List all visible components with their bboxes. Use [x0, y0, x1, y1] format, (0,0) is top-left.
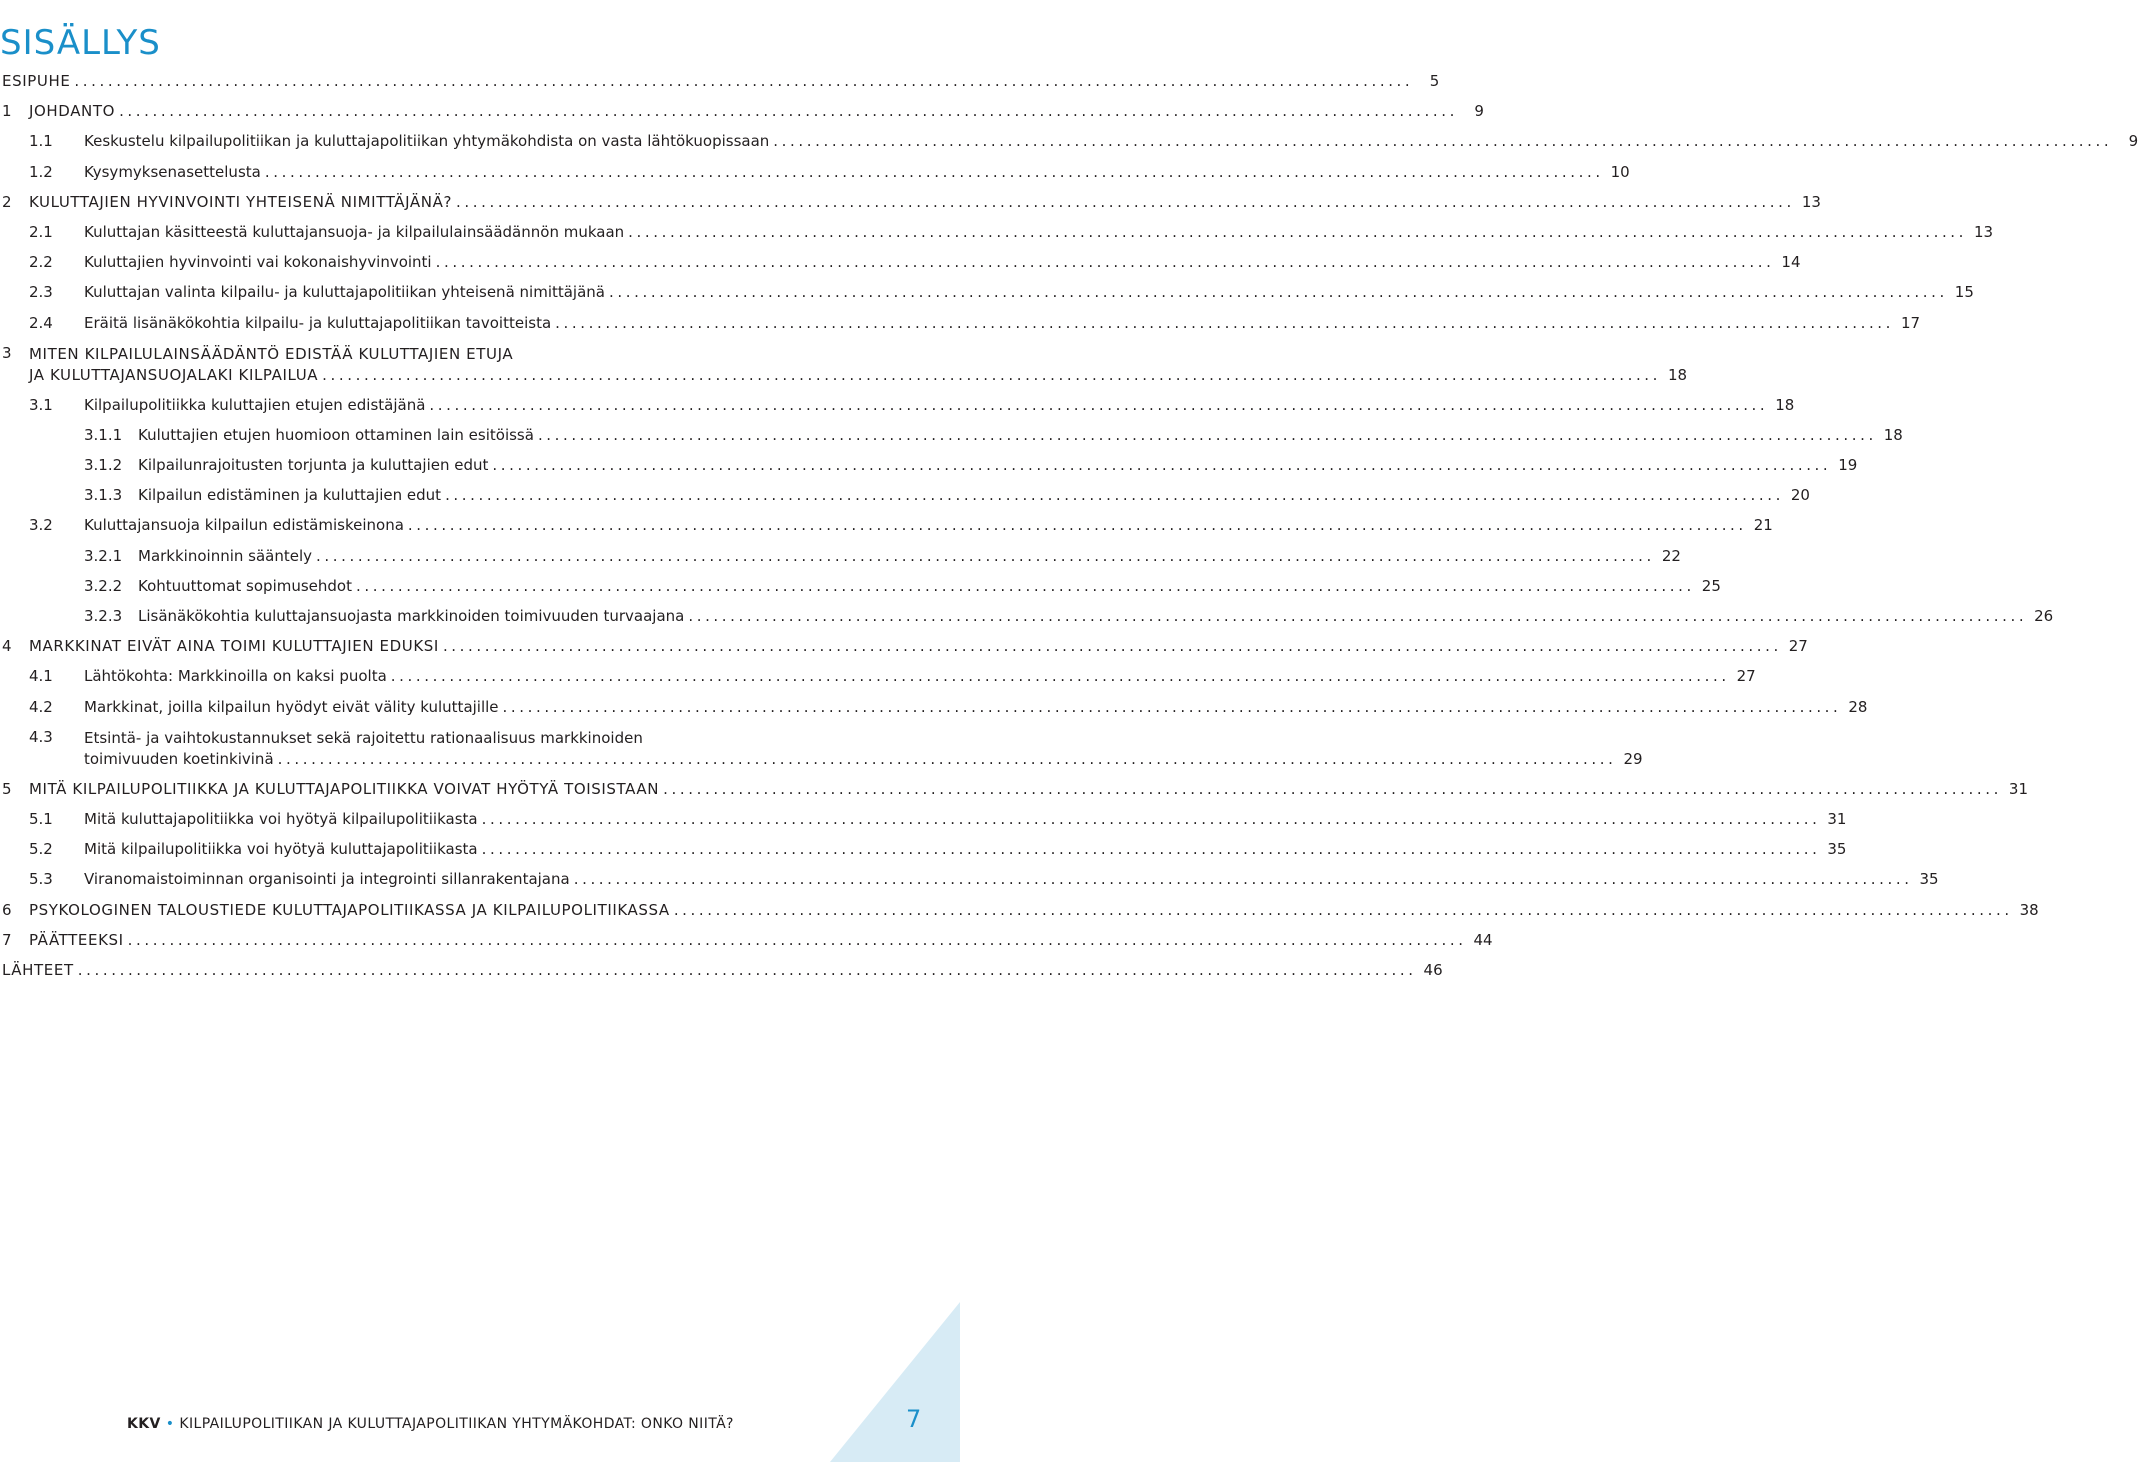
toc-entry-page: 17: [1900, 313, 1921, 332]
toc-entry[interactable]: [0, 480, 1810, 510]
footer-brand: KKV: [127, 1416, 161, 1432]
toc-entry-number: 2: [2, 192, 13, 211]
toc-entry-page: 29: [1623, 749, 1643, 768]
toc-entry-label: JA KULUTTAJANSUOJALAKI KILPAILUA: [29, 365, 319, 384]
toc-entry[interactable]: [0, 774, 2028, 804]
toc-entry[interactable]: [0, 955, 1443, 985]
toc-entry-number: 3.2.2: [84, 576, 123, 595]
dot-leader: ................................................................................................................................................................: [429, 395, 1769, 414]
toc-entry-page: 28: [1848, 697, 1868, 716]
running-footer: [127, 1416, 734, 1432]
toc-entry-label: Eräitä lisänäkökohtia kilpailu- ja kuluttajapolitiikan tavoitteista: [84, 313, 552, 332]
toc-entry-page: 26: [2034, 607, 2054, 625]
toc-entry-number: 2.1: [29, 222, 53, 241]
toc-entry[interactable]: [0, 217, 1994, 247]
toc-entry-page: 46: [1423, 960, 1443, 979]
toc-entry[interactable]: [0, 277, 1974, 307]
toc-entry-label: Viranomaistoiminnan organisointi ja integrointi sillanrakentajana: [84, 870, 570, 889]
toc-entry[interactable]: [0, 450, 1858, 480]
dot-leader: ................................................................................................................................................................: [773, 132, 2113, 151]
toc-entry-page: 15: [1954, 283, 1974, 302]
toc-entry-page: 22: [1661, 546, 1681, 565]
toc-entry-number: 6: [2, 900, 13, 919]
toc-entry-label: Keskustelu kilpailupolitiikan ja kuluttajapolitiikan yhtymäkohdista on vasta lähtökuopissaan: [84, 132, 770, 151]
toc-entry[interactable]: [0, 895, 2039, 925]
toc-entry-page: 13: [1801, 192, 1821, 211]
dot-leader: ................................................................................................................................................................: [442, 637, 1782, 656]
toc-entry-label-line1: MITEN KILPAILULAINSÄÄDÄNTÖ EDISTÄÄ KULUTTAJIEN ETUJA: [29, 344, 514, 363]
toc-entry-page: 35: [1827, 840, 1847, 859]
page-number: 7: [906, 1405, 922, 1433]
dot-leader: ................................................................................................................................................................: [119, 102, 1458, 121]
toc-entry-number: 1.2: [29, 162, 53, 181]
toc-entry-label: Kysymyksenasettelusta: [84, 162, 261, 181]
toc-entry-number: 4: [2, 637, 13, 656]
toc-entry[interactable]: [0, 390, 1795, 420]
toc-entry-number: 2.4: [29, 313, 53, 332]
dot-leader: ................................................................................................................................................................: [688, 607, 2028, 625]
dot-leader: ................................................................................................................................................................: [390, 667, 1730, 686]
toc-entry-page: 44: [1473, 930, 1493, 949]
toc-entry-page: 18: [1775, 395, 1795, 414]
toc-entry-label: Kilpailun edistäminen ja kuluttajien edut: [138, 486, 442, 505]
toc-entry-page: 38: [2019, 900, 2039, 919]
toc-entry[interactable]: [0, 96, 1484, 126]
dot-leader: ................................................................................................................................................................: [492, 456, 1832, 475]
toc-entry-label: PSYKOLOGINEN TALOUSTIEDE KULUTTAJAPOLITIIKASSA JA KILPAILUPOLITIIKASSA: [29, 900, 670, 919]
dot-leader: ................................................................................................................................................................: [316, 546, 1655, 565]
toc-entry-page: 10: [1610, 162, 1630, 181]
dot-leader: ................................................................................................................................................................: [277, 749, 1617, 768]
toc-entry[interactable]: [0, 308, 1921, 338]
toc-entry-label: Kohtuuttomat sopimusehdot: [138, 576, 352, 595]
toc-entry[interactable]: [0, 661, 1756, 691]
toc-entry-number: 3.1: [29, 395, 53, 414]
dot-leader: ................................................................................................................................................................: [663, 779, 2002, 798]
toc-entry-number: 4.2: [29, 697, 53, 716]
dot-leader: ................................................................................................................................................................: [555, 313, 1895, 332]
toc-entry[interactable]: [0, 66, 1440, 96]
toc-entry-label: Kilpailunrajoitusten torjunta ja kuluttajien edut: [138, 456, 489, 475]
toc-entry-page: 35: [1919, 870, 1939, 889]
page-title: SISÄLLYS: [0, 22, 161, 63]
toc-entry[interactable]: [0, 157, 1630, 187]
toc-entry[interactable]: [0, 187, 1821, 217]
toc-entry[interactable]: [0, 510, 1773, 540]
toc-entry-label: Lähtökohta: Markkinoilla on kaksi puolta: [84, 667, 387, 686]
footer-bullet: •: [165, 1416, 175, 1432]
toc-entry[interactable]: [0, 338, 1688, 390]
toc-entry-page: 31: [2008, 779, 2028, 798]
toc-entry-label: MITÄ KILPAILUPOLITIIKKA JA KULUTTAJAPOLITIIKKA VOIVAT HYÖTYÄ TOISISTAAN: [29, 779, 660, 798]
toc-entry[interactable]: [0, 692, 1868, 722]
dot-leader: ................................................................................................................................................................: [573, 870, 1913, 889]
toc-entry-label: Mitä kilpailupolitiikka voi hyötyä kuluttajapolitiikasta: [84, 840, 478, 859]
toc-entry-number: 1.1: [29, 132, 53, 151]
toc-entry-label: Kuluttajien etujen huomioon ottaminen lain esitöissä: [138, 425, 534, 444]
dot-leader: ................................................................................................................................................................: [537, 425, 1877, 444]
toc-entry-page: 27: [1788, 637, 1808, 656]
toc-entry[interactable]: [0, 541, 1681, 571]
toc-entry-label: Lisänäkökohtia kuluttajansuojasta markkinoiden toimivuuden turvaajana: [138, 607, 685, 625]
dot-leader: ................................................................................................................................................................: [609, 283, 1948, 302]
toc-entry[interactable]: [0, 722, 1643, 774]
toc-entry[interactable]: [0, 571, 1721, 601]
toc-entry-number: 5.2: [29, 840, 53, 859]
toc-entry-number: 3.2.1: [84, 546, 123, 565]
toc-entry-page: 25: [1701, 576, 1721, 595]
toc-entry-page: 14: [1781, 253, 1801, 272]
toc-entry-label: Markkinat, joilla kilpailun hyödyt eivät välity kuluttajille: [84, 697, 499, 716]
toc-entry-label-line1: Etsintä- ja vaihtokustannukset sekä rajoitettu rationaalisuus markkinoiden: [84, 728, 643, 747]
toc-entry-label: KULUTTAJIEN HYVINVOINTI YHTEISENÄ NIMITTÄJÄNÄ?: [29, 192, 453, 211]
toc-entry-label: LÄHTEET: [2, 960, 74, 979]
toc-entry-page: 20: [1790, 486, 1810, 505]
table-of-contents: [0, 66, 2138, 985]
dot-leader: ................................................................................................................................................................: [456, 192, 1795, 211]
toc-entry-number: 2.3: [29, 283, 53, 302]
toc-entry-label: toimivuuden koetinkivinä: [84, 749, 274, 768]
toc-entry-number: 3.1.2: [84, 456, 123, 475]
toc-entry-number: 4.1: [29, 667, 53, 686]
dot-leader: ................................................................................................................................................................: [356, 576, 1695, 595]
toc-entry-page: 31: [1827, 809, 1847, 828]
toc-entry[interactable]: [0, 420, 1903, 450]
toc-entry-number: 3.2.3: [84, 607, 123, 625]
toc-entry-number: 3: [2, 343, 13, 362]
toc-entry-page: 5: [1429, 72, 1440, 90]
dot-leader: ................................................................................................................................................................: [502, 697, 1842, 716]
toc-entry-number: 7: [2, 930, 13, 949]
toc-entry-label: PÄÄTTEEKSI: [29, 930, 124, 949]
dot-leader: ................................................................................................................................................................: [127, 930, 1467, 949]
toc-entry-label: Kilpailupolitiikka kuluttajien etujen edistäjänä: [84, 395, 426, 414]
dot-leader: ................................................................................................................................................................: [481, 840, 1821, 859]
toc-entry[interactable]: [0, 834, 1847, 864]
toc-entry-page: 19: [1838, 456, 1858, 475]
toc-entry-number: 4.3: [29, 727, 53, 746]
toc-entry-number: 3.1.3: [84, 486, 123, 505]
toc-entry-label: Kuluttajien hyvinvointi vai kokonaishyvinvointi: [84, 253, 432, 272]
dot-leader: ................................................................................................................................................................: [445, 486, 1784, 505]
toc-entry-page: 9: [2128, 132, 2138, 151]
dot-leader: ................................................................................................................................................................: [673, 900, 2013, 919]
toc-entry-number: 5: [2, 779, 13, 798]
toc-entry-label: JOHDANTO: [29, 102, 116, 121]
dot-leader: ................................................................................................................................................................: [264, 162, 1604, 181]
footer-title: KILPAILUPOLITIIKAN JA KULUTTAJAPOLITIIKAN YHTYMÄKOHDAT: ONKO NIITÄ?: [179, 1416, 734, 1432]
toc-entry-page: 9: [1474, 102, 1484, 121]
toc-entry[interactable]: [0, 126, 2138, 156]
dot-leader: ................................................................................................................................................................: [481, 809, 1821, 828]
toc-entry-number: 2.2: [29, 253, 53, 272]
toc-entry[interactable]: [0, 925, 1493, 955]
toc-entry-number: 5.3: [29, 870, 53, 889]
toc-entry-page: 13: [1973, 222, 1994, 241]
toc-entry-label: MARKKINAT EIVÄT AINA TOIMI KULUTTAJIEN EDUKSI: [29, 637, 439, 656]
toc-entry-label: Kuluttajan käsitteestä kuluttajansuoja- ja kilpailulainsäädännön mukaan: [84, 222, 625, 241]
dot-leader: ................................................................................................................................................................: [77, 960, 1417, 979]
toc-entry-page: 18: [1667, 365, 1688, 384]
toc-entry-number: 1: [2, 102, 13, 121]
toc-entry[interactable]: [0, 601, 2054, 631]
dot-leader: ................................................................................................................................................................: [322, 365, 1662, 384]
toc-entry-page: 21: [1753, 516, 1773, 535]
toc-entry-number: 5.1: [29, 809, 53, 828]
toc-entry-page: 27: [1736, 667, 1756, 686]
toc-entry[interactable]: [0, 631, 1808, 661]
toc-entry-number: 3.1.1: [84, 425, 123, 444]
dot-leader: ................................................................................................................................................................: [435, 253, 1775, 272]
toc-entry-label: Markkinoinnin sääntely: [138, 546, 313, 565]
toc-entry-label: Kuluttajansuoja kilpailun edistämiskeinona: [84, 516, 404, 535]
toc-entry-number: 3.2: [29, 516, 53, 535]
dot-leader: ................................................................................................................................................................: [628, 222, 1968, 241]
toc-entry[interactable]: [0, 864, 1939, 894]
toc-entry-page: 18: [1883, 425, 1903, 444]
toc-entry-label: ESIPUHE: [2, 72, 71, 90]
toc-entry[interactable]: [0, 804, 1847, 834]
toc-entry-label: Kuluttajan valinta kilpailu- ja kuluttajapolitiikan yhteisenä nimittäjänä: [84, 283, 605, 302]
corner-decoration: [830, 1302, 960, 1462]
dot-leader: ................................................................................................................................................................: [407, 516, 1747, 535]
dot-leader: ................................................................................................................................................................: [74, 72, 1414, 90]
toc-entry[interactable]: [0, 247, 1801, 277]
toc-entry-label: Mitä kuluttajapolitiikka voi hyötyä kilpailupolitiikasta: [84, 809, 478, 828]
